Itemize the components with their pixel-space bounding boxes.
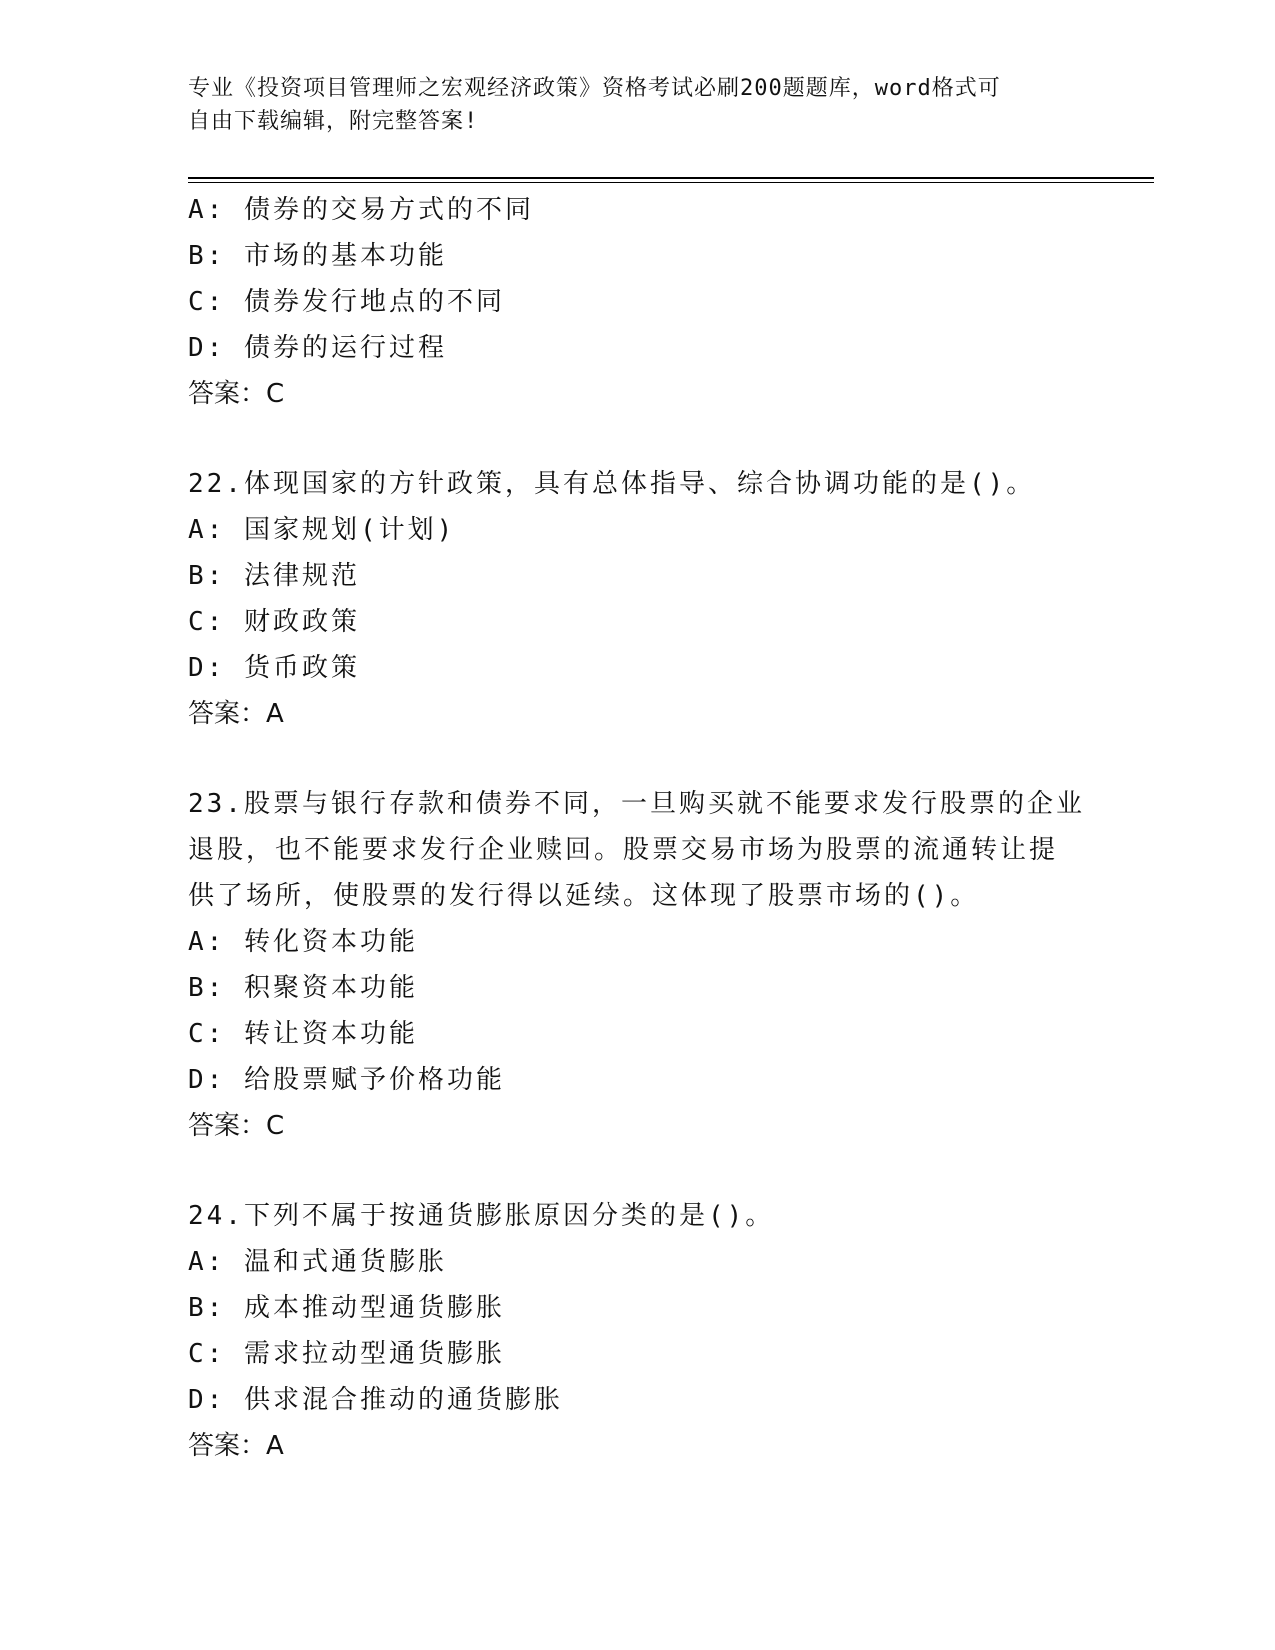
- option-d: D: 债券的运行过程: [188, 333, 447, 363]
- option-a: A: 温和式通货膨胀: [188, 1247, 447, 1277]
- option-c: C: 债券发行地点的不同: [188, 287, 505, 317]
- header-line-1: 专业《投资项目管理师之宏观经济政策》资格考试必刷200题题库，word格式可: [188, 76, 1001, 101]
- question-stem: 24.下列不属于按通货膨胀原因分类的是()。: [188, 1201, 775, 1231]
- option-a: A: 转化资本功能: [188, 927, 418, 957]
- answer-line: 答案：A: [188, 699, 284, 729]
- question-list: [188, 187, 1088, 1469]
- answer-line: 答案：C: [188, 379, 285, 409]
- question-stem-line-3: 供了场所，使股票的发行得以延续。这体现了股票市场的()。: [188, 881, 980, 911]
- option-b: B: 积聚资本功能: [188, 973, 418, 1003]
- question-24: [188, 1193, 1088, 1469]
- question-23: [188, 781, 1088, 1149]
- option-a: A: 国家规划(计划): [188, 515, 456, 545]
- document-header: [188, 72, 1068, 138]
- question-22: [188, 461, 1088, 737]
- option-d: D: 给股票赋予价格功能: [188, 1065, 505, 1095]
- spacer: [188, 417, 1088, 461]
- option-c: C: 转让资本功能: [188, 1019, 418, 1049]
- header-divider-thin: [188, 182, 1154, 183]
- spacer: [188, 737, 1088, 781]
- answer-line: 答案：A: [188, 1431, 284, 1461]
- option-b: B: 成本推动型通货膨胀: [188, 1293, 505, 1323]
- option-c: C: 需求拉动型通货膨胀: [188, 1339, 505, 1369]
- question-stem: 22.体现国家的方针政策，具有总体指导、综合协调功能的是()。: [188, 469, 1036, 499]
- option-d: D: 供求混合推动的通货膨胀: [188, 1385, 563, 1415]
- option-d: D: 货币政策: [188, 653, 360, 683]
- header-line-2: 自由下载编辑，附完整答案!: [188, 109, 479, 134]
- question-21-continued: [188, 187, 1088, 417]
- header-divider-thick: [188, 177, 1154, 179]
- option-b: B: 法律规范: [188, 561, 360, 591]
- option-b: B: 市场的基本功能: [188, 241, 447, 271]
- option-c: C: 财政政策: [188, 607, 360, 637]
- option-a: A: 债券的交易方式的不同: [188, 195, 534, 225]
- question-stem-line-1: 23.股票与银行存款和债券不同，一旦购买就不能要求发行股票的企业: [188, 789, 1085, 819]
- question-stem-line-2: 退股，也不能要求发行企业赎回。股票交易市场为股票的流通转让提: [188, 835, 1059, 865]
- spacer: [188, 1149, 1088, 1193]
- answer-line: 答案：C: [188, 1111, 285, 1141]
